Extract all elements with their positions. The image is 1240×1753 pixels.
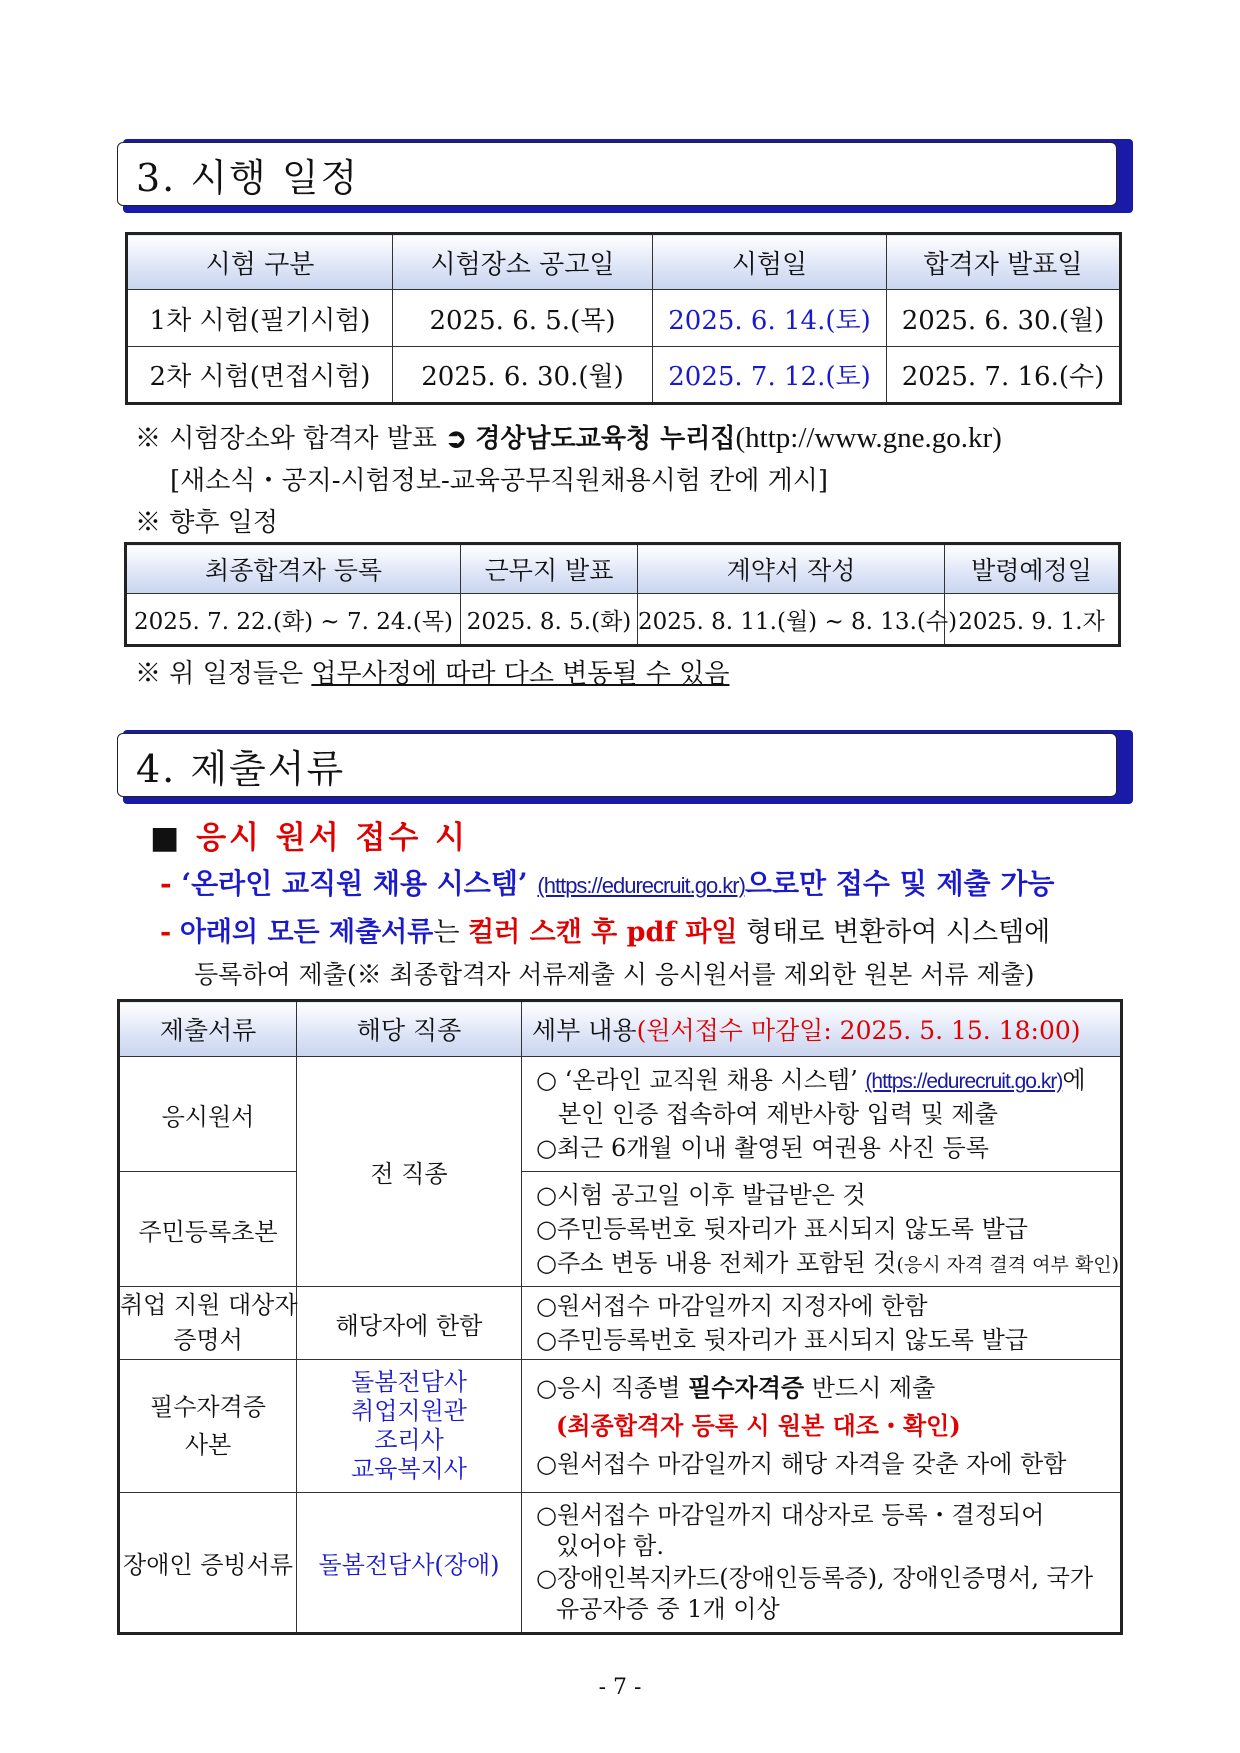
table-row xyxy=(119,1493,1122,1634)
recruit-link[interactable]: (https://edurecruit.go.kr) xyxy=(865,1069,1063,1093)
job-item: 돌봄전담사 xyxy=(351,1367,467,1396)
note-posting-location: [새소식・공지-시험정보-교육공무직원채용시험 칸에 게시] xyxy=(170,466,829,496)
detail-header-text: 세부 내용 xyxy=(532,1016,637,1045)
table-row xyxy=(127,290,1121,347)
section4-title-text: 4. 제출서류 xyxy=(136,746,346,791)
detail-lines xyxy=(536,1500,1110,1625)
color-scan-pdf: 컬러 스캔 후 pdf 파일 xyxy=(468,917,738,948)
result-date: 2025. 7. 16.(수) xyxy=(887,347,1121,404)
contract-period: 2025. 8. 11.(월) ~ 8. 13.(수) xyxy=(638,594,945,646)
doc-name-line: 사본 xyxy=(184,1431,232,1460)
detail-lines xyxy=(536,1289,1110,1357)
detail-required-certificate xyxy=(522,1360,1122,1493)
note-future-schedule: ※ 향후 일정 xyxy=(135,508,278,538)
system-name: ‘온라인 교직원 채용 시스템’ xyxy=(181,867,528,900)
schedule-header: 시험일 xyxy=(653,234,887,290)
note-text: ※ 시험장소와 합격자 발표 xyxy=(135,424,437,454)
schedule-header: 시험장소 공고일 xyxy=(393,234,653,290)
job-care-disability: 돌봄전담사(장애) xyxy=(297,1493,522,1634)
note-schedule-change xyxy=(135,653,729,690)
docs-header-document: 제출서류 xyxy=(119,1001,297,1057)
doc-resident-abstract: 주민등록초본 xyxy=(119,1172,297,1287)
detail-lines xyxy=(536,1063,1110,1165)
table-row xyxy=(119,1287,1122,1360)
note-underlined: 업무사정에 따라 다소 변동될 수 있음 xyxy=(311,659,730,689)
detail-line: (최종합격자 등록 시 원본 대조・확인) xyxy=(556,1410,961,1440)
documents-table xyxy=(117,999,1123,1635)
job-item: 조리사 xyxy=(374,1426,444,1455)
detail-lines xyxy=(536,1369,1110,1484)
detail-application-form xyxy=(522,1057,1122,1172)
detail-text: 에 xyxy=(1062,1065,1086,1094)
doc-required-certificate xyxy=(119,1360,297,1493)
detail-disability-proof xyxy=(522,1493,1122,1634)
website-link[interactable]: (http://www.gne.go.kr) xyxy=(735,422,1002,454)
all-documents: 아래의 모든 제출서류 xyxy=(179,917,434,948)
venue-notice-date: 2025. 6. 5.(목) xyxy=(393,290,653,347)
square-bullet-icon: ■ xyxy=(150,820,183,856)
doc-application-form: 응시원서 xyxy=(119,1057,297,1172)
page-number: - 7 - xyxy=(598,1675,642,1700)
recruit-link[interactable]: (https://edurecruit.go.kr) xyxy=(537,873,745,898)
table-row xyxy=(119,1360,1122,1493)
note-text: ※ 위 일정들은 xyxy=(135,659,304,689)
detail-line: 유공자증 중 1개 이상 xyxy=(556,1594,780,1623)
org-name: 경상남도교육청 누리집 xyxy=(475,424,736,454)
job-all: 전 직종 xyxy=(297,1057,522,1287)
section3-title-text: 3. 시행 일정 xyxy=(136,155,360,200)
table-row xyxy=(126,594,1120,646)
exam-date: 2025. 7. 12.(토) xyxy=(653,347,887,404)
detail-lines xyxy=(536,1178,1120,1280)
bullet-scan-pdf xyxy=(160,910,1050,949)
detail-line: 본인 인증 접속하여 제반사항 입력 및 제출 xyxy=(558,1099,998,1128)
subheading-text: 응시 원서 접수 시 xyxy=(196,820,469,856)
doc-name-line: 필수자격증 xyxy=(150,1392,266,1421)
exam-type: 1차 시험(필기시험) xyxy=(127,290,393,347)
detail-line: ○원서접수 마감일까지 지정자에 한함 xyxy=(536,1292,928,1320)
detail-line: 있어야 함. xyxy=(556,1532,664,1561)
dash: - xyxy=(160,867,172,900)
doc-name-line: 취업 지원 대상자 xyxy=(120,1291,298,1320)
result-date: 2025. 6. 30.(월) xyxy=(887,290,1121,347)
job-item: 취업지원관 xyxy=(351,1396,467,1425)
detail-line xyxy=(536,1063,1110,1097)
future-header: 최종합격자 등록 xyxy=(126,544,461,594)
docs-header-detail xyxy=(522,1001,1122,1057)
workplace-announcement-date: 2025. 8. 5.(화) xyxy=(461,594,638,646)
table-row xyxy=(127,347,1121,404)
bullet-scan-pdf-line2: 등록하여 제출(※ 최종합격자 서류제출 시 응시원서를 제외한 원본 서류 제출) xyxy=(194,960,1035,989)
job-item: 교육복지사 xyxy=(351,1455,467,1484)
table-row xyxy=(119,1172,1122,1287)
detail-line: ○원서접수 마감일까지 대상자로 등록・결정되어 xyxy=(536,1501,1045,1530)
dash: - xyxy=(160,917,172,948)
detail-bold: 필수자격증 xyxy=(688,1372,805,1402)
detail-small-text: (응시 자격 결격 여부 확인) xyxy=(896,1254,1120,1277)
appointment-date: 2025. 9. 1.자 xyxy=(945,594,1120,646)
detail-employment-support xyxy=(522,1287,1122,1360)
detail-line: ○주민등록번호 뒷자리가 표시되지 않도록 발급 xyxy=(536,1214,1028,1243)
detail-line xyxy=(536,1246,1120,1280)
particle: 는 xyxy=(433,917,460,948)
docs-header-job: 해당 직종 xyxy=(297,1001,522,1057)
exam-date: 2025. 6. 14.(토) xyxy=(653,290,887,347)
arrow-icon: ➲ xyxy=(445,424,468,454)
section4-title xyxy=(117,733,1117,797)
future-header: 발령예정일 xyxy=(945,544,1120,594)
schedule-header: 시험 구분 xyxy=(127,234,393,290)
subheading xyxy=(150,812,468,857)
detail-text: ○ ‘온라인 교직원 채용 시스템’ xyxy=(536,1065,858,1094)
detail-line: ○장애인복지카드(장애인등록증), 장애인증명서, 국가 xyxy=(536,1563,1094,1592)
note-venue-announcement xyxy=(135,418,1002,455)
doc-name-line: 증명서 xyxy=(173,1326,243,1355)
detail-line: ○원서접수 마감일까지 해당 자격을 갖춘 자에 한함 xyxy=(536,1450,1067,1479)
schedule-table xyxy=(125,232,1122,405)
bullet2-tail: 형태로 변환하여 시스템에 xyxy=(746,917,1051,948)
detail-line: ○최근 6개월 이내 촬영된 여권용 사진 등록 xyxy=(536,1134,989,1163)
section3-title xyxy=(117,142,1117,206)
schedule-header: 합격자 발표일 xyxy=(887,234,1121,290)
bullet1-tail: 으로만 접수 및 제출 가능 xyxy=(744,867,1055,900)
table-row xyxy=(119,1057,1122,1172)
future-header: 계약서 작성 xyxy=(638,544,945,594)
detail-line xyxy=(536,1369,1110,1407)
detail-text: ○응시 직종별 xyxy=(536,1373,681,1402)
job-list xyxy=(297,1360,522,1493)
doc-disability-proof: 장애인 증빙서류 xyxy=(119,1493,297,1634)
deadline-text: (원서접수 마감일: 2025. 5. 15. 18:00) xyxy=(636,1016,1081,1045)
job-applicable-only: 해당자에 한함 xyxy=(297,1287,522,1360)
detail-text: ○주소 변동 내용 전체가 포함된 것 xyxy=(536,1249,897,1278)
venue-notice-date: 2025. 6. 30.(월) xyxy=(393,347,653,404)
detail-resident-abstract xyxy=(522,1172,1122,1287)
future-schedule-table xyxy=(124,542,1121,647)
detail-line: ○주민등록번호 뒷자리가 표시되지 않도록 발급 xyxy=(536,1326,1028,1355)
bullet-online-system xyxy=(160,862,1054,902)
detail-line: ○시험 공고일 이후 발급받은 것 xyxy=(536,1180,866,1209)
final-registration-period: 2025. 7. 22.(화) ~ 7. 24.(목) xyxy=(126,594,461,646)
future-header: 근무지 발표 xyxy=(461,544,638,594)
doc-employment-support xyxy=(119,1287,297,1360)
exam-type: 2차 시험(면접시험) xyxy=(127,347,393,404)
detail-text: 반드시 제출 xyxy=(811,1373,936,1402)
